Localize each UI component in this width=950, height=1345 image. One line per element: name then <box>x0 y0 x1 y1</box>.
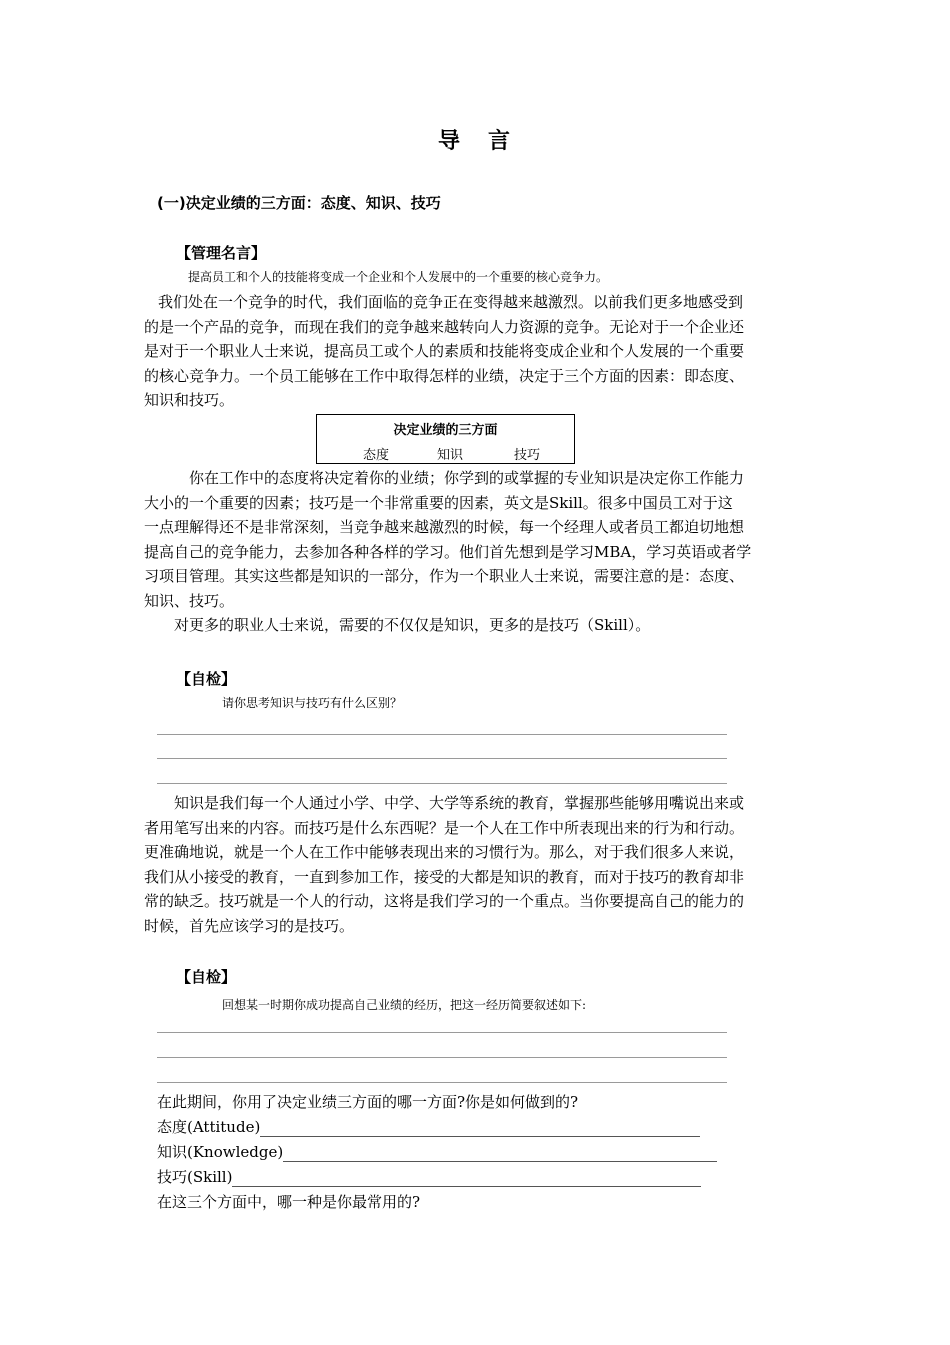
paragraph-3: 对更多的职业人士来说，需要的不仅仅是知识，更多的是技巧（Skill）。 <box>174 616 651 634</box>
answer-line[interactable] <box>157 1082 727 1083</box>
quote-label: 【管理名言】 <box>176 244 267 262</box>
section-heading: (一)决定业绩的三方面：态度、知识、技巧 <box>157 194 441 212</box>
answer-line[interactable] <box>157 1032 727 1033</box>
three-aspects-box <box>316 414 575 464</box>
quote-text: 提高员工和个人的技能将变成一个企业和个人发展中的一个重要的核心竞争力。 <box>188 270 609 284</box>
selfcheck-2-question: 回想某一时期你成功提高自己业绩的经历，把这一经历简要叙述如下: <box>222 998 587 1012</box>
selfcheck-1-question: 请你思考知识与技巧有什么区别？ <box>222 696 403 710</box>
selfcheck-1-label: 【自检】 <box>176 670 237 688</box>
follow-up-question: 在此期间，你用了决定业绩三方面的哪一方面?你是如何做到的? <box>157 1093 579 1111</box>
paragraph-2: 你在工作中的态度将决定着你的业绩；你学到的或掌握的专业知识是决定你工作能力 大小的一个重要的因素；技巧是一个非常重要的因素，英文是Skill。很多中国员工对于这 一点理解得还不是非常深刻，当竞争越来越激烈的时候，每一个经理人或者员工都迫切地想 提高自己的竞争能力，去参加各种各样的学习。他们首先想到是学习MBA，学习英语或者学 习项目管理。其实这些都是知识的一部分，作为一个职业人士来说，需要注意的是：态度、 知识、技巧。 对更多的职业人士来说，需要的不仅仅是知识，更多的是技巧（Skill）。 <box>144 466 808 638</box>
field-attitude[interactable]: 态度(Attitude) <box>157 1116 700 1137</box>
field-skill[interactable]: 技巧(Skill) <box>157 1166 701 1187</box>
field-knowledge[interactable]: 知识(Knowledge) <box>157 1141 717 1162</box>
page-title: 导 言 <box>437 129 513 154</box>
selfcheck-2-label: 【自检】 <box>176 968 237 986</box>
paragraph-4: 知识是我们每一个人通过小学、中学、大学等系统的教育，掌握那些能够用嘴说出来或 者用笔写出来的内容。而技巧是什么东西呢？是一个人在工作中所表现出来的行为和行动。 更准确地说，就是一个人在工作中能够表现出来的习惯行为。那么，对于我们很多人来说， 我们从小接受的教育，一直到参加工作，接受的大都是知识的教育，而对于技巧的教育却非 常的缺乏。技巧就是一个人的行动，这将是我们学习的一个重点。当你要提高自己的能力的 时候，首先应该学习的是技巧。 <box>144 794 745 935</box>
box-item-knowledge: 知识 <box>437 448 464 463</box>
answer-line[interactable] <box>157 758 727 759</box>
answer-line[interactable] <box>157 783 727 784</box>
answer-line[interactable] <box>157 734 727 735</box>
last-question: 在这三个方面中，哪一种是你最常用的? <box>157 1193 421 1211</box>
answer-line[interactable] <box>157 1057 727 1058</box>
box-item-skill: 技巧 <box>514 448 541 463</box>
box-item-attitude: 态度 <box>363 448 390 463</box>
box-title: 决定业绩的三方面 <box>393 423 498 438</box>
paragraph-1: 我们处在一个竞争的时代，我们面临的竞争正在变得越来越激烈。以前我们更多地感受到 的是一个产品的竞争，而现在我们的竞争越来越转向人力资源的竞争。无论对于一个企业还 是对于一个职业人士来说，提高员工或个人的素质和技能将变成企业和个人发展的一个重要 的核心竞争力。一个员工能够在工作中取得怎样的业绩，决定于三个方面的因素：即态度、 知识和技巧。 <box>144 293 745 409</box>
